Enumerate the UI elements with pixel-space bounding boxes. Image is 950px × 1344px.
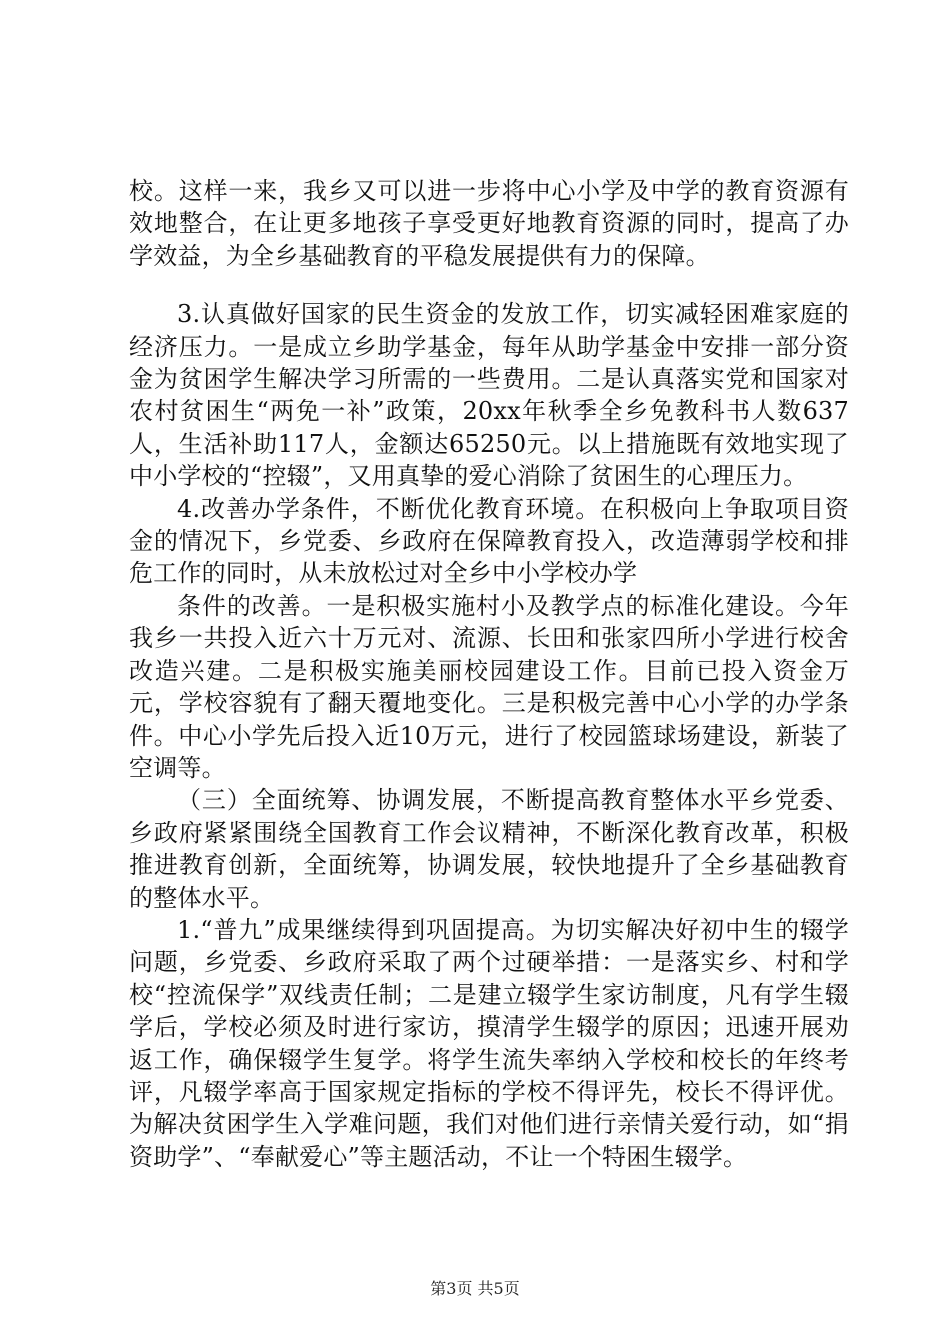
paragraph-item-3: 3.认真做好国家的民生资金的发放工作，切实减轻困难家庭的经济压力。一是成立乡助学基金，每年从助学基金中安排一部分资金为贫困学生解决学习所需的一些费用。二是认真落实党和国家对农村贫困生“两免一补”政策，20xx年秋季全乡免教科书人数637人，生活补助117人，金额达65250元。以上措施既有效地实现了中小学校的“控辍”，又用真挚的爱心消除了贫困生的心理压力。: [129, 300, 849, 491]
paragraph-section-3: （三）全面统筹、协调发展，不断提高教育整体水平乡党委、乡政府紧紧围绕全国教育工作会议精神，不断深化教育改革，积极推进教育创新，全面统筹，协调发展，较快地提升了全乡基础教育的整体水平。: [129, 786, 849, 912]
paragraph-item-4: 4.改善办学条件，不断优化教育环境。在积极向上争取项目资金的情况下，乡党委、乡政府在保障教育投入，改造薄弱学校和排危工作的同时，从未放松过对全乡中小学校办学: [129, 494, 849, 588]
paragraph-item-4-continued: 条件的改善。一是积极实施村小及教学点的标准化建设。今年我乡一共投入近六十万元对、流源、长田和张家四所小学进行校舍改造兴建。二是积极实施美丽校园建设工作。目前已投入资金万元，学校容貌有了翻天覆地变化。三是积极完善中心小学的办学条件。中心小学先后投入近10万元，进行了校园篮球场建设，新装了空调等。: [129, 591, 849, 782]
paragraph-item-1: 1.“普九”成果继续得到巩固提高。为切实解决好初中生的辍学问题，乡党委、乡政府采取了两个过硬举措：一是落实乡、村和学校“控流保学”双线责任制；二是建立辍学生家访制度，凡有学生辍学后，学校必须及时进行家访，摸清学生辍学的原因；迅速开展劝返工作，确保辍学生复学。将学生流失率纳入学校和校长的年终考评，凡辍学率高于国家规定指标的学校不得评先，校长不得评优。为解决贫困学生入学难问题，我们对他们进行亲情关爱行动，如“捐资助学”、“奉献爱心”等主题活动，不让一个特困生辍学。: [129, 915, 849, 1171]
page-footer: 第3页 共5页: [430, 1279, 520, 1298]
paragraph-continuation: 校。这样一来，我乡又可以进一步将中心小学及中学的教育资源有效地整合，在让更多地孩子享受更好地教育资源的同时，提高了办学效益，为全乡基础教育的平稳发展提供有力的保障。: [129, 177, 849, 270]
document-body: [129, 175, 849, 1173]
